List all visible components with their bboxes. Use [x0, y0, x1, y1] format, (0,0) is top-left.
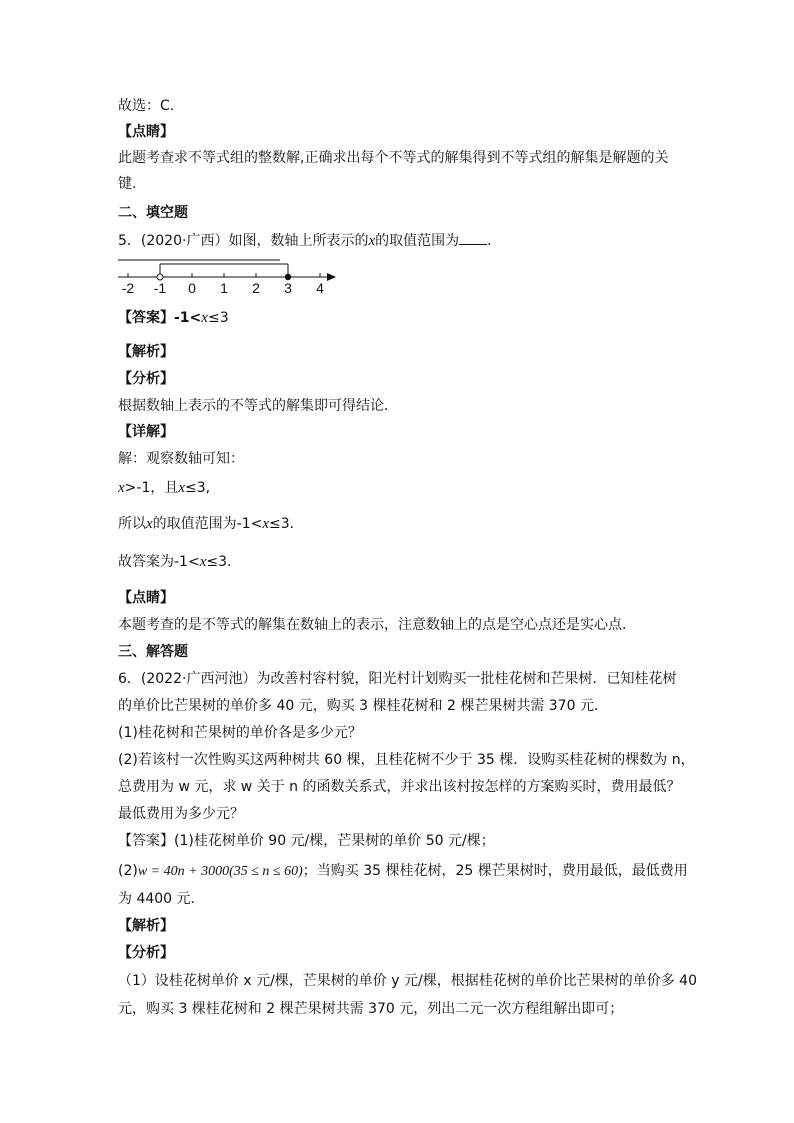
axis-ticks — [122, 273, 324, 296]
text: >-1，且 — [124, 480, 179, 496]
question-5 — [118, 230, 501, 251]
axis-tick-label: 0 — [188, 280, 196, 296]
text: ≤3． — [269, 516, 304, 532]
q5-end: ． — [487, 233, 502, 249]
question-6-part1: (1)桂花树和芒果树的单价各是多少元？ — [118, 725, 362, 741]
formula: w = 40n + 3000(35 ≤ n ≤ 60) — [137, 864, 303, 879]
analysis-6-line1: （1）设桂花树单价 x 元/棵，芒果树的单价 y 元/棵，根据桂花树的单价比芒果树的单价多 40 — [118, 973, 697, 989]
axis-tick-label: -1 — [153, 280, 167, 296]
analysis-heading-6: 【解析】 — [118, 918, 174, 934]
comment-text-5: 本题考查的是不等式的解集在数轴上的表示，注意数轴上的点是空心点还是实心点. — [118, 617, 627, 633]
text: ≤3． — [206, 554, 242, 570]
axis-tick-label: 4 — [316, 280, 324, 296]
answer-5-tail: ≤3 — [207, 310, 229, 326]
text: 的取值范围为-1< — [152, 516, 263, 532]
comment-heading: 【点睛】 — [118, 124, 174, 140]
text: ≤3, — [185, 480, 211, 496]
comment-text-2: 键. — [118, 176, 137, 192]
closed-point — [285, 274, 291, 280]
question-6-line2: 的单价比芒果树的单价多 40 元，购买 3 棵桂花树和 2 棵芒果树共需 370 元． — [118, 698, 608, 714]
axis-arrow — [327, 273, 336, 281]
detail-5-line2 — [118, 478, 210, 498]
answer-6-line1: 【答案】(1)桂花树单价 90 元/棵，芒果树的单价 50 元/棵； — [118, 833, 495, 849]
choice-answer: 故选：C. — [118, 98, 175, 114]
q5-text-pre: 5．(2020·广西）如图，数轴上所表示的 — [118, 233, 369, 249]
comment-text-1: 此题考查求不等式组的整数解,正确求出每个不等式的解集得到不等式组的解集是解题的关 — [118, 150, 669, 166]
q5-var: x — [368, 233, 376, 249]
question-6-line1: 6．(2022·广西河池）为改善村容村貌，阳光村计划购买一批桂花树和芒果树．已知桂花树 — [118, 671, 677, 687]
section-fill-blank: 二、填空题 — [118, 205, 188, 221]
answer-5 — [118, 308, 229, 328]
detail-5-line1: 解：观察数轴可知： — [118, 451, 244, 467]
comment-heading-5: 【点睛】 — [118, 590, 174, 606]
text: 所以 — [118, 516, 146, 532]
analysis-text-5: 根据数轴上表示的不等式的解集即可得结论． — [118, 398, 398, 414]
var-x: x — [118, 480, 125, 496]
axis-tick-label: -2 — [121, 280, 135, 296]
question-6-part2-line2: 总费用为 w 元，求 w 关于 n 的函数关系式，并求出该村按怎样的方案购买时，费用最低？ — [118, 779, 681, 795]
answer-6-line2 — [118, 861, 688, 882]
axis-tick-label: 3 — [284, 280, 292, 296]
answer-5-var: x — [201, 310, 208, 326]
answer-5-label: 【答案】-1< — [118, 310, 202, 326]
open-point — [157, 274, 163, 280]
var-x: x — [199, 554, 207, 570]
number-line-figure — [118, 254, 348, 296]
section-solve: 三、解答题 — [118, 644, 188, 660]
question-6-part2-line1: (2)若该村一次性购买这两种树共 60 棵，且桂花树不少于 35 棵．设购买桂花树的棵数为 n， — [118, 752, 695, 768]
detail-5-line3 — [118, 514, 304, 534]
analysis-6-line2: 元，购买 3 棵桂花树和 2 棵芒果树共需 370 元，列出二元一次方程组解出即可； — [118, 1001, 624, 1017]
axis-tick-label: 1 — [220, 280, 228, 296]
var-x: x — [146, 516, 153, 532]
var-x: x — [262, 516, 270, 532]
detail-5-line4 — [118, 552, 241, 572]
analysis-sub-6: 【分析】 — [118, 945, 174, 961]
axis-tick-label: 2 — [252, 280, 260, 296]
text: 故答案为-1< — [118, 554, 200, 570]
text: ；当购买 35 棵桂花树，25 棵芒果树时，费用最低，最低费用 — [302, 863, 688, 879]
q5-text-post: 的取值范围为 — [375, 233, 460, 249]
analysis-heading-5: 【解析】 — [118, 344, 174, 360]
text: (2) — [118, 863, 138, 879]
detail-heading-5: 【详解】 — [118, 424, 174, 440]
var-x: x — [178, 480, 186, 496]
answer-6-line3: 为 4400 元． — [118, 891, 205, 907]
question-6-part2-line3: 最低费用为多少元？ — [118, 806, 244, 822]
analysis-sub-5: 【分析】 — [118, 371, 174, 387]
answer-blank — [459, 230, 487, 245]
